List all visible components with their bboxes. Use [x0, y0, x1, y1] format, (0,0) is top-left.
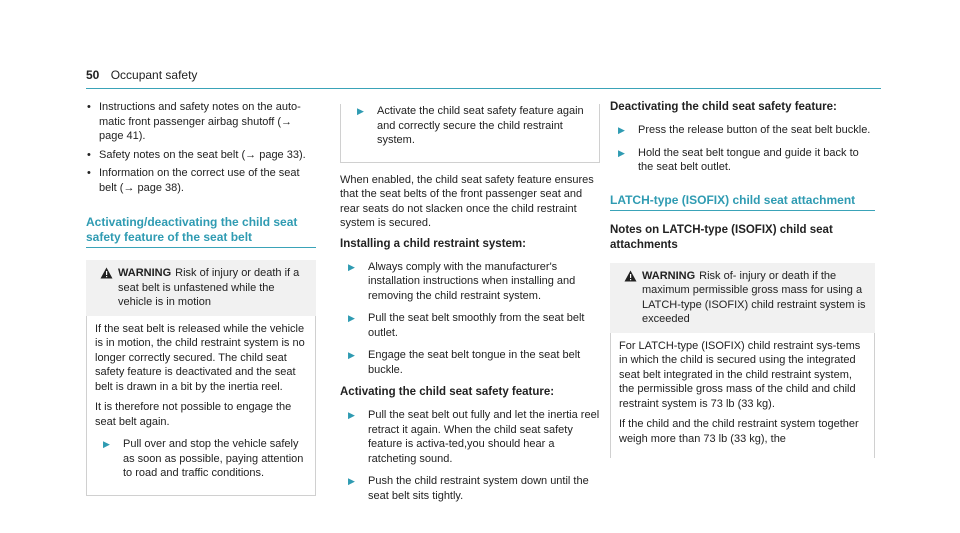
step-item [340, 408, 600, 466]
warning-box [86, 260, 316, 496]
step-arrow-icon: ▶ [348, 410, 355, 420]
column-2 [340, 100, 600, 511]
warning-paragraph: If the child and the child restraint system together weigh more than 73 lb (33 kg), the [619, 418, 859, 445]
step-arrow-icon: ▶ [348, 313, 355, 323]
step-text: Engage the seat belt tongue in the seat belt buckle. [368, 349, 581, 376]
notes-heading: Notes on LATCH-type (ISOFIX) child seat attachments [610, 223, 833, 251]
step-item [340, 311, 600, 340]
step-item [349, 104, 591, 148]
step-item [340, 348, 600, 377]
step-text: Always comply with the manufacturer's installation instructions when installing and removing the child restraint system. [368, 260, 576, 302]
warning-text: Risk of injury or death if a seat belt is unfastened while the vehicle is in motion [118, 267, 300, 308]
page-header [86, 68, 197, 82]
section-title-latch: LATCH-type (ISOFIX) child seat attachment [610, 193, 875, 211]
warning-triangle-icon [624, 269, 642, 327]
step-text: Press the release button of the seat belt buckle. [638, 124, 871, 136]
column-3 [610, 100, 875, 458]
section-name: Occupant safety [110, 68, 198, 82]
step-text: Push the child restraint system down until the seat belt sits tightly. [368, 475, 589, 502]
warning-box-continued [340, 104, 600, 163]
step-text: Pull the seat belt smoothly from the seat belt outlet. [368, 312, 585, 339]
step-arrow-icon: ▶ [348, 476, 355, 486]
page-number: 50 [86, 68, 100, 82]
warning-header [610, 263, 875, 333]
activating-heading: Activating the child seat safety feature: [340, 386, 555, 398]
step-arrow-icon: ▶ [618, 147, 625, 158]
step-arrow-icon: ▶ [348, 350, 355, 360]
warning-box [610, 263, 875, 459]
warning-label: WARNING [118, 267, 172, 279]
step-text: Pull over and stop the vehicle safely as soon as possible, paying attention to road and traffic conditions. [123, 438, 304, 479]
step-arrow-icon: ▶ [618, 125, 625, 135]
warning-body [610, 333, 875, 459]
step-arrow-icon: ▶ [348, 261, 355, 272]
reference-list [86, 100, 316, 195]
deactivating-heading: Deactivating the child seat safety feature: [610, 101, 837, 113]
step-text: Hold the seat belt tongue and guide it back to the seat belt outlet. [638, 146, 859, 173]
step-arrow-icon: ▶ [103, 439, 110, 449]
step-item [340, 474, 600, 503]
list-item: • Instructions and safety notes on the auto-matic front passenger airbag shutoff (→ page 41). [86, 100, 316, 144]
warning-paragraph: If the seat belt is released while the vehicle is in motion, the child restraint system is no longer correctly secured. The child seat safety feature is deactivated and the seat belt is drawn in a bit by the inertia reel. [95, 322, 305, 393]
warning-paragraph: For LATCH-type (ISOFIX) child restraint sys-tems in which the child is secured using the integrated seat belt integrated in the child restraint system, the permissible gross mass of the child and child restraint system is 73 lb (33 kg). [619, 339, 861, 410]
step-item [340, 260, 600, 304]
step-item [610, 123, 875, 138]
installing-heading: Installing a child restraint system: [340, 237, 526, 250]
section-title-child-seat-safety: Activating/deactivating the child seat safety feature of the seat belt [86, 215, 316, 248]
step-text: Pull the seat belt out fully and let the inertia reel retract it again. When the child seat safety feature is activa-ted,you should hear a ratcheting sound. [368, 409, 600, 465]
step-arrow-icon: ▶ [357, 106, 364, 116]
paragraph: When enabled, the child seat safety feature ensures that the seat belts of the front passenger seat and rear seats do not slacken once the child restraint system is secured. [340, 173, 594, 229]
warning-label: WARNING [642, 269, 696, 282]
warning-header [86, 260, 316, 316]
header-rule [86, 88, 881, 89]
warning-paragraph: It is therefore not possible to engage the seat belt again. [95, 401, 292, 428]
step-text: Activate the child seat safety feature again and correctly secure the child restraint system. [377, 105, 584, 146]
warning-text: Risk of- injury or death if the maximum permissible gross mass for using a LATCH-type (ISOFIX) child restraint system is exceeded [642, 269, 866, 325]
column-1 [86, 100, 316, 496]
step-item [610, 146, 875, 175]
warning-triangle-icon [100, 266, 118, 310]
list-item: • Safety notes on the seat belt (→ page 33). [86, 148, 316, 163]
step-item [95, 437, 307, 481]
warning-body [86, 316, 316, 496]
list-item: • Information on the correct use of the seat belt (→ page 38). [86, 166, 316, 195]
